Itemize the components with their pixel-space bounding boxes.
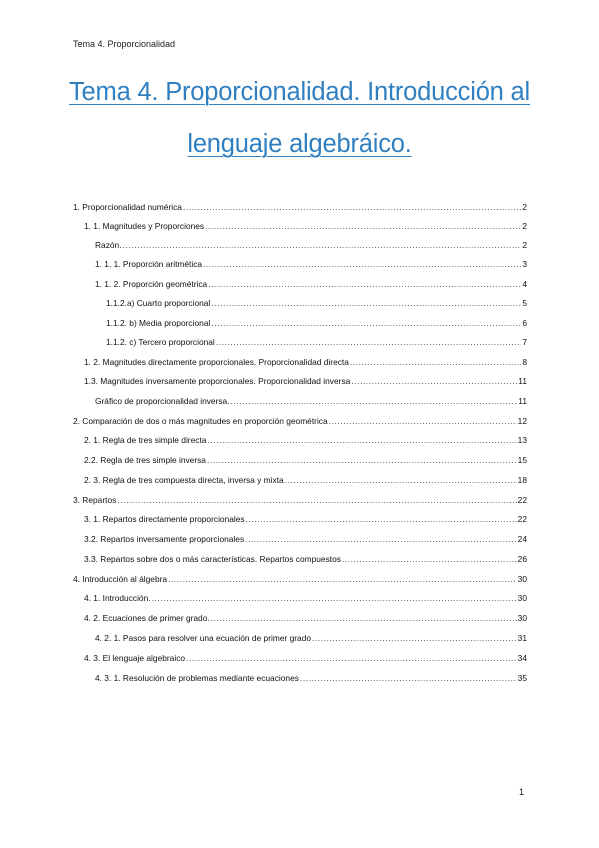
toc-leader [245, 534, 517, 545]
toc-entry-page: 31 [517, 633, 527, 643]
toc-leader [203, 259, 521, 270]
toc-leader [123, 240, 522, 251]
toc-entry[interactable] [106, 318, 527, 329]
toc-entry[interactable] [84, 514, 527, 525]
toc-entry[interactable] [84, 221, 527, 232]
toc-leader [300, 673, 517, 684]
toc-entry[interactable] [84, 593, 527, 604]
toc-entry-text: 1. 2. Magnitudes directamente proporcionales. Proporcionalidad directa [84, 357, 349, 367]
toc-entry-page: 22 [517, 495, 527, 505]
toc-entry-page: 11 [518, 376, 527, 386]
toc-leader [207, 435, 516, 446]
toc-entry-page: 35 [517, 673, 527, 683]
toc-leader [231, 396, 518, 407]
document-title-line-2[interactable]: lenguaje algebráico. [187, 130, 412, 158]
toc-entry-page: 7 [522, 337, 527, 347]
toc-leader [117, 495, 516, 506]
toc-entry-text: 4. 2. Ecuaciones de primer grado. [84, 613, 210, 623]
toc-entry[interactable] [95, 240, 527, 251]
toc-entry-page: 30 [517, 593, 527, 603]
toc-leader [168, 574, 517, 585]
toc-entry[interactable] [84, 376, 527, 387]
toc-entry[interactable] [84, 613, 527, 624]
toc-entry-text: 4. Introducción al álgebra [73, 574, 168, 584]
toc-entry-text: 1. 1. 2. Proporción geométrica [95, 279, 208, 289]
toc-leader [211, 318, 521, 329]
toc-leader [312, 633, 517, 644]
toc-entry-page: 11 [518, 396, 527, 406]
toc-entry-text: 3. 1. Repartos directamente proporcionales [84, 514, 245, 524]
document-title-line-1[interactable]: Tema 4. Proporcionalidad. Introducción al [69, 78, 530, 106]
toc-entry[interactable] [106, 298, 527, 309]
toc-entry[interactable] [73, 202, 527, 213]
toc-entry-page: 30 [517, 574, 527, 584]
toc-entry[interactable] [73, 495, 527, 506]
toc-leader [329, 416, 517, 427]
toc-entry-text: 4. 1. Introducción. [84, 593, 151, 603]
toc-entry[interactable] [95, 633, 527, 644]
toc-leader [350, 357, 521, 368]
page-number: 1 [519, 787, 525, 797]
toc-entry-text: 2.2. Regla de tres simple inversa [84, 455, 206, 465]
toc-entry-page: 15 [517, 455, 527, 465]
toc-entry-text: 4. 3. 1. Resolución de problemas mediante ecuaciones [95, 673, 299, 683]
toc-entry[interactable] [95, 673, 527, 684]
toc-entry-text: Razón. [95, 240, 122, 250]
toc-entry-text: 1.1.2. c) Tercero proporcional [106, 337, 215, 347]
toc-entry-page: 12 [517, 416, 527, 426]
toc-entry-text: 2. 3. Regla de tres compuesta directa, inversa y mixta [84, 475, 284, 485]
toc-entry[interactable] [73, 416, 527, 427]
toc-entry[interactable] [73, 574, 527, 585]
toc-entry[interactable] [84, 534, 527, 545]
toc-leader [351, 376, 517, 387]
toc-entry-page: 6 [522, 318, 527, 328]
toc-entry-page: 2 [522, 202, 527, 212]
toc-entry[interactable] [106, 337, 527, 348]
toc-entry-text: Gráfico de proporcionalidad inversa. [95, 396, 230, 406]
toc-leader [211, 613, 517, 624]
toc-entry-text: 1.1.2.a) Cuarto proporcional [106, 298, 211, 308]
toc-entry-text: 1. Proporcionalidad numérica [73, 202, 182, 212]
toc-entry-page: 3 [522, 259, 527, 269]
toc-leader [207, 455, 517, 466]
toc-leader [285, 475, 517, 486]
toc-entry-text: 3.2. Repartos inversamente proporcionales [84, 534, 245, 544]
toc-leader [342, 554, 517, 565]
toc-entry[interactable] [84, 357, 527, 368]
toc-leader [208, 279, 521, 290]
toc-leader [246, 514, 517, 525]
toc-entry-page: 26 [517, 554, 527, 564]
toc-entry-page: 34 [517, 653, 527, 663]
toc-leader [205, 221, 521, 232]
toc-entry-page: 4 [522, 279, 527, 289]
toc-entry-text: 3. Repartos [73, 495, 117, 505]
toc-entry-text: 2. Comparación de dos o más magnitudes en proporción geométrica [73, 416, 328, 426]
toc-entry-page: 8 [522, 357, 527, 367]
toc-entry[interactable] [84, 455, 527, 466]
toc-entry-text: 1.3. Magnitudes inversamente proporcionales. Proporcionalidad inversa [84, 376, 351, 386]
toc-leader [186, 653, 517, 664]
toc-entry[interactable] [84, 475, 527, 486]
toc-entry-text: 1.1.2. b) Media proporcional [106, 318, 211, 328]
toc-entry-page: 24 [517, 534, 527, 544]
toc-entry[interactable] [84, 435, 527, 446]
running-header: Tema 4. Proporcionalidad [73, 39, 176, 49]
toc-entry-page: 22 [517, 514, 527, 524]
toc-entry-text: 1. 1. 1. Proporción aritmética [95, 259, 203, 269]
toc-entry[interactable] [84, 653, 527, 664]
toc-leader [152, 593, 517, 604]
toc-leader [183, 202, 521, 213]
toc-entry-page: 5 [522, 298, 527, 308]
toc-entry-page: 2 [522, 240, 527, 250]
toc-entry-page: 30 [517, 613, 527, 623]
toc-entry-text: 1. 1. Magnitudes y Proporciones [84, 221, 205, 231]
toc-entry[interactable] [95, 396, 527, 407]
toc-entry-text: 4. 2. 1. Pasos para resolver una ecuación de primer grado [95, 633, 312, 643]
toc-entry-text: 3.3. Repartos sobre dos o más características. Repartos compuestos [84, 554, 341, 564]
toc-leader [216, 337, 522, 348]
toc-leader [211, 298, 521, 309]
toc-entry[interactable] [84, 554, 527, 565]
toc-entry-page: 13 [517, 435, 527, 445]
toc-entry-text: 2. 1. Regla de tres simple directa [84, 435, 207, 445]
toc-entry-text: 4. 3. El lenguaje algebraico [84, 653, 186, 663]
toc-entry-page: 2 [522, 221, 527, 231]
toc-entry-page: 18 [517, 475, 527, 485]
toc-entry[interactable] [95, 259, 527, 270]
toc-entry[interactable] [95, 279, 527, 290]
